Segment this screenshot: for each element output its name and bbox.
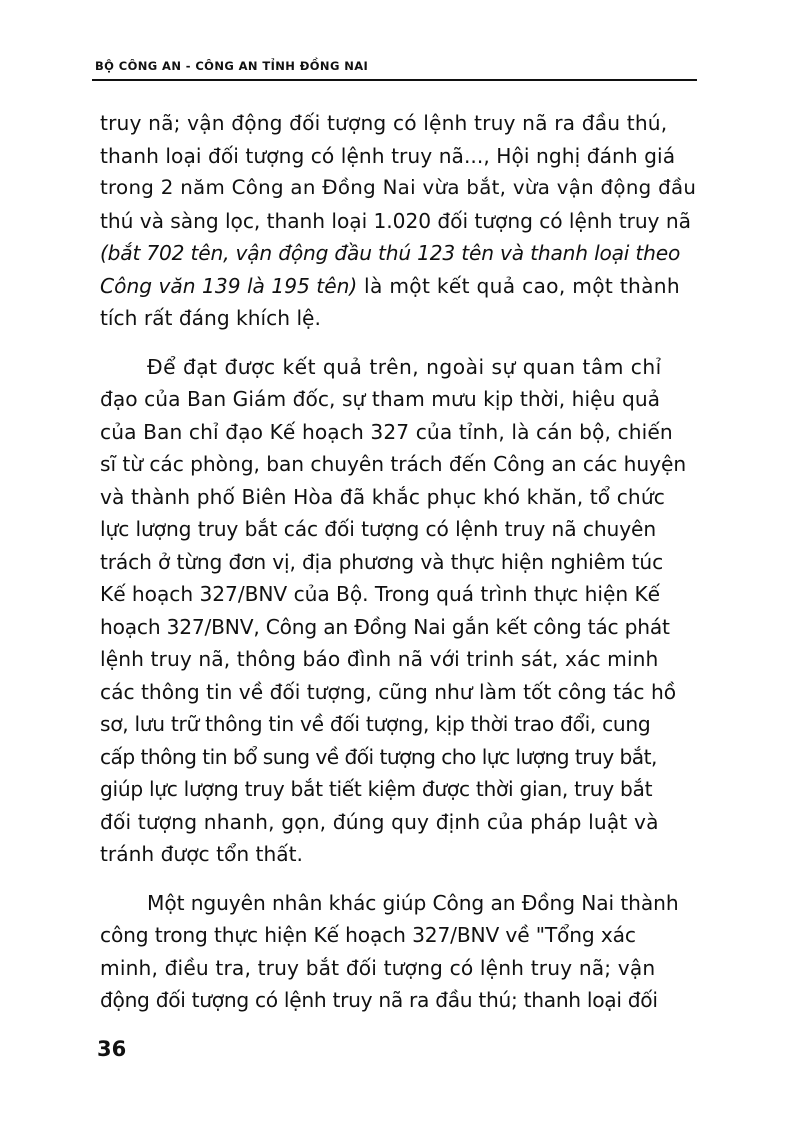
text-line: giúp lực lượng truy bắt tiết kiệm được thời gian, truy bắt	[100, 777, 653, 801]
text-line: đối tượng nhanh, gọn, đúng quy định của pháp luật và	[100, 809, 659, 834]
text-line	[100, 270, 698, 303]
text-line: trong 2 năm Công an Đồng Nai vừa bắt, vừa vận động đầu	[100, 176, 697, 199]
text-line: Để đạt được kết quả trên, ngoài sự quan tâm chỉ	[147, 354, 662, 379]
text-line: lệnh truy nã, thông báo đình nã với trinh sát, xác minh	[100, 647, 659, 671]
text-line: sĩ từ các phòng, ban chuyên trách đến Công an các huyện	[100, 452, 687, 476]
text-line: Kế hoạch 327/BNV của Bộ. Trong quá trình thực hiện Kế	[100, 582, 661, 606]
text-line: hoạch 327/BNV, Công an Đồng Nai gắn kết công tác phát	[100, 614, 670, 639]
text-line: thanh loại đối tượng có lệnh truy nã..., Hội nghị đánh giá	[100, 143, 676, 168]
text-line: đạo của Ban Giám đốc, sự tham mưu kịp thời, hiệu quả	[100, 387, 661, 411]
page-number: 36	[97, 1037, 127, 1061]
text-line: minh, điều tra, truy bắt đối tượng có lệnh truy nã; vận	[100, 955, 656, 980]
text-line: của Ban chỉ đạo Kế hoạch 327 của tỉnh, là cán bộ, chiến	[100, 419, 673, 444]
text-line: truy nã; vận động đối tượng có lệnh truy nã ra đầu thú,	[100, 111, 668, 135]
text-line: tránh được tổn thất.	[100, 842, 303, 866]
running-header: BỘ CÔNG AN - CÔNG AN TỈNH ĐỒNG NAI	[95, 59, 369, 73]
text-line: trách ở từng đơn vị, địa phương và thực hiện nghiêm túc	[100, 549, 664, 574]
text-line: công trong thực hiện Kế hoạch 327/BNV về "Tổng xác	[100, 923, 636, 947]
italic-text: Công văn 139 là 195 tên)	[100, 273, 358, 298]
header-rule	[92, 79, 697, 81]
text-line	[100, 237, 698, 270]
text-line: Một nguyên nhân khác giúp Công an Đồng Nai thành	[147, 890, 679, 915]
paragraph-2	[100, 351, 698, 871]
text-line: động đối tượng có lệnh truy nã ra đầu thú; thanh loại đối	[100, 988, 658, 1012]
text-line: thú và sàng lọc, thanh loại 1.020 đối tượng có lệnh truy nã	[100, 208, 691, 233]
italic-text: (bắt 702 tên, vận động đầu thú 123 tên và thanh loại theo	[100, 241, 681, 265]
text-line: cấp thông tin bổ sung về đối tượng cho lực lượng truy bắt,	[100, 744, 657, 769]
text-span: là một kết quả cao, một thành	[357, 273, 680, 298]
paragraph-1	[100, 107, 698, 335]
text-line: lực lượng truy bắt các đối tượng có lệnh truy nã chuyên	[100, 517, 657, 541]
text-line: các thông tin về đối tượng, cũng như làm tốt công tác hồ	[100, 679, 677, 704]
text-line: và thành phố Biên Hòa đã khắc phục khó khăn, tổ chức	[100, 484, 665, 509]
page-body	[100, 107, 698, 1017]
text-line: sơ, lưu trữ thông tin về đối tượng, kịp thời trao đổi, cung	[100, 712, 651, 736]
paragraph-3	[100, 887, 698, 1017]
text-line: tích rất đáng khích lệ.	[100, 306, 321, 330]
